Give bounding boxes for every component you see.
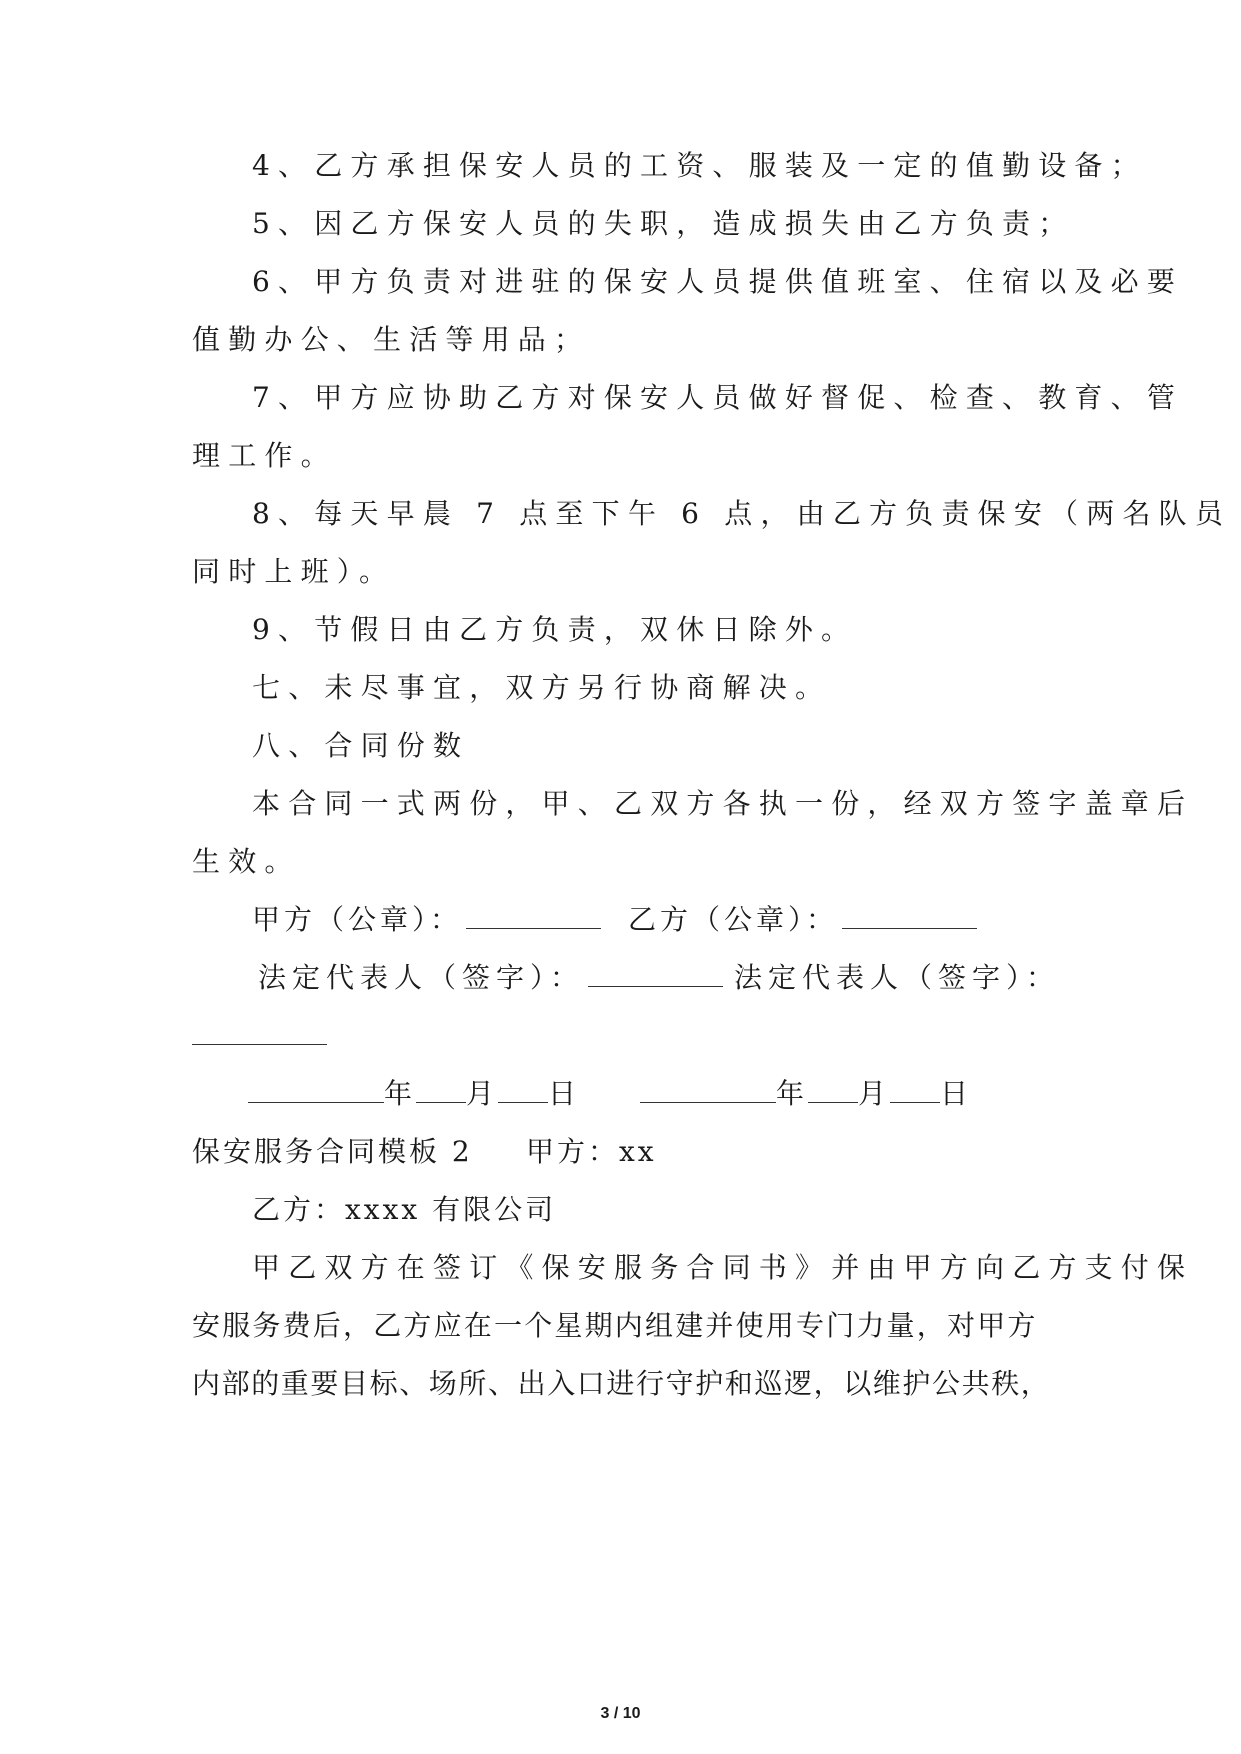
date-b-day-label: 日 [940, 1077, 973, 1110]
date-a-day-label: 日 [548, 1077, 581, 1110]
date-a-month-blank [416, 1074, 466, 1103]
date-b-day-blank [890, 1074, 940, 1103]
clause-8-line-2: 同时上班）。 [192, 555, 396, 588]
date-b-row [640, 1074, 972, 1114]
template2-body-line-1: 甲乙双方在签订《保安服务合同书》并由甲方向乙方支付保 [252, 1251, 1194, 1284]
date-a-day-blank [498, 1074, 548, 1103]
clause-7-line-2: 理工作。 [192, 439, 337, 472]
date-b-month-blank [808, 1074, 858, 1103]
clause-6-line-1: 6、甲方负责对进驻的保安人员提供值班室、住宿以及必要 [252, 265, 1184, 298]
date-a-row [248, 1074, 580, 1114]
date-b-year-blank [640, 1074, 776, 1103]
date-b-year-label: 年 [776, 1077, 809, 1110]
template2-body-line-2: 安服务费后，乙方应在一个星期内组建并使用专门力量，对甲方 [192, 1309, 1038, 1342]
date-a-year-blank [248, 1074, 384, 1103]
date-a-year-label: 年 [384, 1077, 417, 1110]
party-b-seal-label: 乙方（公章）： [628, 903, 839, 936]
section-8-heading: 八、合同份数 [252, 729, 470, 762]
party-a-seal-row [252, 900, 605, 940]
section-7: 七、未尽事宜，双方另行协商解决。 [252, 671, 832, 704]
clause-5: 5、因乙方保安人员的失职，造成损失由乙方负责； [252, 207, 1075, 240]
copies-line-2: 生效。 [192, 845, 301, 878]
clause-8-line-1: 8、每天早晨 7 点至下午 6 点，由乙方负责保安（两名队员 [252, 497, 1232, 530]
template2-party-b: 乙方：xxxx 有限公司 [252, 1193, 557, 1226]
copies-line-1: 本合同一式两份，甲、乙双方各执一份，经双方签字盖章后 [252, 787, 1194, 820]
rep-b-blank [192, 1016, 327, 1045]
template2-party-a: 甲方：xx [526, 1135, 657, 1168]
rep-b-label: 法定代表人（签字）： [734, 961, 1061, 994]
page-number: 3 / 10 [600, 1705, 641, 1722]
rep-b-blank-row [192, 1016, 327, 1056]
rep-b-row [734, 958, 1060, 998]
clause-9: 9、节假日由乙方负责，双休日除外。 [252, 613, 858, 646]
template2-body-line-3: 内部的重要目标、场所、出入口进行守护和巡逻，以维护公共秩， [192, 1367, 1051, 1400]
template2-title: 保安服务合同模板 2 [192, 1135, 473, 1168]
party-b-seal-row [628, 900, 981, 940]
clause-7-line-1: 7、甲方应协助乙方对保安人员做好督促、检查、教育、管 [252, 381, 1184, 414]
clause-6-line-2: 值勤办公、生活等用品； [192, 323, 591, 356]
date-a-month-label: 月 [466, 1077, 499, 1110]
party-b-seal-blank [842, 900, 977, 929]
rep-a-label: 法定代表人（签字）： [258, 961, 585, 994]
rep-a-row [258, 958, 727, 998]
date-b-month-label: 月 [858, 1077, 891, 1110]
party-a-seal-blank [466, 900, 601, 929]
clause-4: 4、乙方承担保安人员的工资、服装及一定的值勤设备； [252, 149, 1147, 182]
rep-a-blank [588, 958, 723, 987]
party-a-seal-label: 甲方（公章）： [252, 903, 463, 936]
